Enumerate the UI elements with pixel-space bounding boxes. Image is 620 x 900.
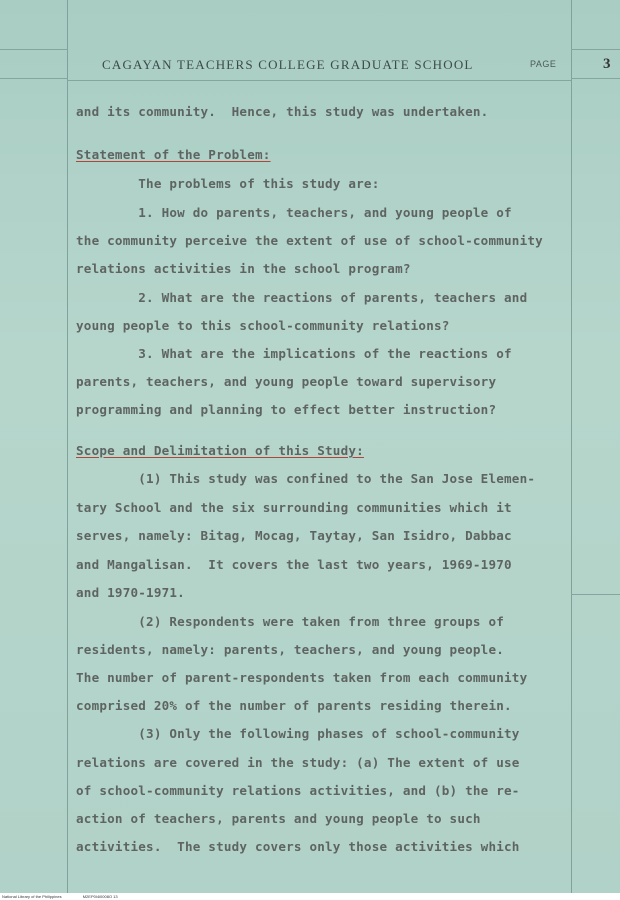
header-rule-right: [571, 49, 620, 50]
right-margin-line: [571, 0, 572, 893]
text-line: (3) Only the following phases of school-community: [76, 726, 520, 741]
text-line: action of teachers, parents and young people to such: [76, 811, 481, 826]
text-line: 1. How do parents, teachers, and young people of: [76, 205, 512, 220]
text-line: of school-community relations activities, and (b) the re-: [76, 783, 520, 798]
text-line: parents, teachers, and young people toward supervisory: [76, 374, 497, 389]
text-line: activities. The study covers only those activities which: [76, 839, 520, 854]
left-margin-line: [67, 0, 68, 893]
page-label: PAGE: [530, 59, 557, 69]
text-line: and its community. Hence, this study was undertaken.: [76, 104, 489, 119]
text-line: tary School and the six surrounding communities which it: [76, 500, 512, 515]
text-line: and Mangalisan. It covers the last two years, 1969-1970: [76, 557, 512, 572]
text-line: young people to this school-community relations?: [76, 318, 450, 333]
text-line: and 1970-1971.: [76, 585, 185, 600]
text-line: The problems of this study are:: [76, 176, 380, 191]
header-rule: [67, 80, 571, 81]
section-heading-problem: Statement of the Problem:: [76, 147, 271, 162]
text-line: programming and planning to effect better instruction?: [76, 402, 497, 417]
text-line: 2. What are the reactions of parents, teachers and: [76, 290, 528, 305]
header-rule-left-lower: [0, 78, 67, 79]
text-line: relations are covered in the study: (a) The extent of use: [76, 755, 520, 770]
header-rule-right-lower: [571, 78, 620, 79]
text-line: the community perceive the extent of use of school-community: [76, 233, 543, 248]
scan-footer: [0, 893, 620, 900]
footer-id: M2EP0I4i0008O 13: [82, 894, 118, 899]
text-line: relations activities in the school program?: [76, 261, 411, 276]
page-number: 3: [603, 56, 611, 72]
header-rule-left: [0, 49, 67, 50]
section-heading-scope: Scope and Delimitation of this Study:: [76, 443, 364, 458]
text-line: The number of parent-respondents taken from each community: [76, 670, 528, 685]
text-line: (1) This study was confined to the San Jose Elemen-: [76, 471, 536, 486]
text-line: serves, namely: Bitag, Mocag, Taytay, San Isidro, Dabbac: [76, 528, 512, 543]
text-line: residents, namely: parents, teachers, and young people.: [76, 642, 505, 657]
text-line: (2) Respondents were taken from three groups of: [76, 614, 505, 629]
institution-header: CAGAYAN TEACHERS COLLEGE GRADUATE SCHOOL: [102, 57, 474, 72]
text-line: 3. What are the implications of the reactions of: [76, 346, 512, 361]
footer-library-label: National Library of the Philippines: [2, 894, 62, 899]
text-line: comprised 20% of the number of parents residing therein.: [76, 698, 512, 713]
right-column-rule: [571, 594, 620, 595]
